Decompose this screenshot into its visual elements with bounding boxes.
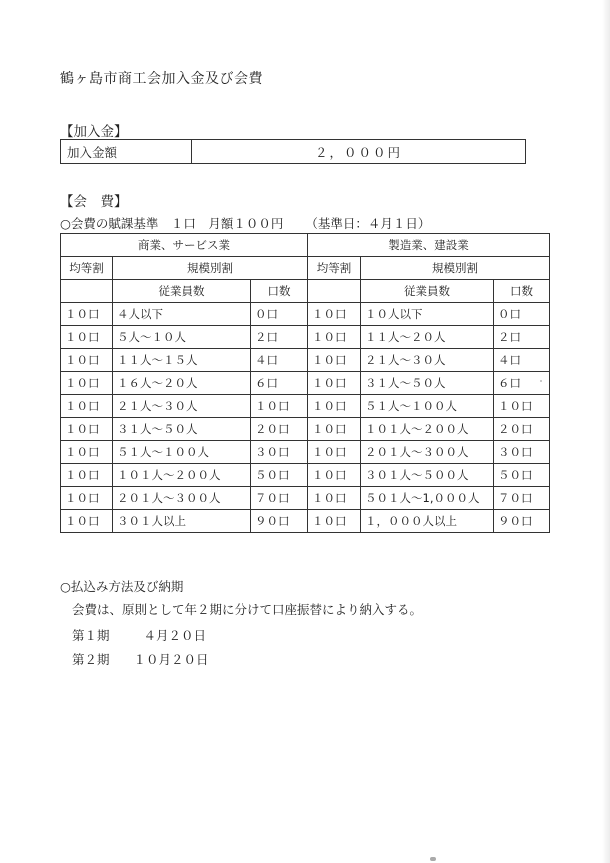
table-row: [61, 395, 550, 418]
manufacturing-flat-cell: １０口: [308, 349, 361, 372]
commerce-units-cell: ５０口: [251, 464, 308, 487]
table-row: [61, 418, 550, 441]
commerce-employees-cell: ４人以下: [113, 303, 251, 326]
manufacturing-flat-cell: １０口: [308, 441, 361, 464]
scale-rate-header: 規模別割: [361, 257, 550, 280]
employees-header: 従業員数: [113, 280, 251, 303]
commerce-flat-cell: １０口: [61, 303, 113, 326]
group-header-manufacturing: 製造業、建設業: [308, 234, 550, 257]
employees-header: 従業員数: [361, 280, 494, 303]
manufacturing-units-cell: ３０口: [494, 441, 550, 464]
manufacturing-units-cell: ５０口: [494, 464, 550, 487]
manufacturing-flat-cell: １０口: [308, 303, 361, 326]
dues-rows: [61, 303, 550, 533]
manufacturing-employees-cell: １０１人～２００人: [361, 418, 494, 441]
commerce-flat-cell: １０口: [61, 326, 113, 349]
dues-basis-text: ○会費の賦課基準 １口 月額１００円: [60, 216, 284, 231]
manufacturing-employees-cell: １，０００人以上: [361, 510, 494, 533]
period-2-date: １０月２０日: [133, 652, 209, 667]
table-row: [61, 372, 550, 395]
table-row: [61, 303, 550, 326]
payment-period-2: [72, 650, 209, 668]
commerce-employees-cell: ２０１人～３００人: [113, 487, 251, 510]
manufacturing-employees-cell: ２０１人～３００人: [361, 441, 494, 464]
scan-speck: [430, 857, 436, 861]
manufacturing-units-cell: ７０口: [494, 487, 550, 510]
join-fee-label: 加入金額: [61, 140, 192, 163]
empty-cell: [308, 280, 361, 303]
commerce-employees-cell: ２１人～３０人: [113, 395, 251, 418]
page-edge-shadow: [602, 0, 610, 863]
manufacturing-flat-cell: １０口: [308, 418, 361, 441]
commerce-units-cell: １０口: [251, 395, 308, 418]
commerce-flat-cell: １０口: [61, 441, 113, 464]
commerce-employees-cell: ５人～１０人: [113, 326, 251, 349]
manufacturing-units-cell: ６口: [494, 372, 550, 395]
manufacturing-units-cell: ９０口: [494, 510, 550, 533]
flat-rate-header: 均等割: [308, 257, 361, 280]
join-fee-amount: ２，０００円: [314, 144, 402, 160]
manufacturing-employees-cell: ３０１人～５００人: [361, 464, 494, 487]
payment-period-1: [72, 626, 206, 644]
commerce-employees-cell: ５１人～１００人: [113, 441, 251, 464]
manufacturing-employees-cell: １０人以下: [361, 303, 494, 326]
manufacturing-flat-cell: １０口: [308, 395, 361, 418]
empty-cell: [61, 280, 113, 303]
commerce-employees-cell: １６人～２０人: [113, 372, 251, 395]
manufacturing-employees-cell: ５１人～１００人: [361, 395, 494, 418]
commerce-units-cell: ７０口: [251, 487, 308, 510]
commerce-flat-cell: １０口: [61, 418, 113, 441]
table-row: [61, 464, 550, 487]
manufacturing-flat-cell: １０口: [308, 464, 361, 487]
manufacturing-units-cell: ０口: [494, 303, 550, 326]
commerce-units-cell: ３０口: [251, 441, 308, 464]
period-1-date: ４月２０日: [143, 628, 207, 643]
table-row: [61, 487, 550, 510]
manufacturing-employees-cell: １１人～２０人: [361, 326, 494, 349]
commerce-flat-cell: １０口: [61, 349, 113, 372]
payment-heading: ○払込み方法及び納期: [60, 579, 184, 594]
table-row: [61, 441, 550, 464]
commerce-units-cell: ６口: [251, 372, 308, 395]
commerce-employees-cell: ３０１人以上: [113, 510, 251, 533]
manufacturing-units-cell: ２０口: [494, 418, 550, 441]
table-row: [61, 349, 550, 372]
period-1-label: 第１期: [72, 628, 110, 643]
manufacturing-flat-cell: １０口: [308, 487, 361, 510]
manufacturing-units-cell: ４口: [494, 349, 550, 372]
commerce-units-cell: ０口: [251, 303, 308, 326]
units-header: 口数: [251, 280, 308, 303]
dues-table: [60, 233, 550, 533]
manufacturing-flat-cell: １０口: [308, 510, 361, 533]
manufacturing-employees-cell: ５０１人～1,０００人: [361, 487, 494, 510]
commerce-flat-cell: １０口: [61, 510, 113, 533]
scale-rate-header: 規模別割: [113, 257, 308, 280]
flat-rate-header: 均等割: [61, 257, 113, 280]
payment-text: 会費は、原則として年２期に分けて口座振替により納入する。: [72, 602, 423, 617]
commerce-flat-cell: １０口: [61, 372, 113, 395]
commerce-units-cell: ９０口: [251, 510, 308, 533]
commerce-employees-cell: ３１人～５０人: [113, 418, 251, 441]
manufacturing-units-cell: ２口: [494, 326, 550, 349]
table-row: [61, 326, 550, 349]
commerce-units-cell: ２０口: [251, 418, 308, 441]
dues-basis: [60, 214, 430, 232]
period-2-label: 第２期: [72, 652, 110, 667]
commerce-employees-cell: １０１人～２００人: [113, 464, 251, 487]
dues-basis-date: （基準日：４月１日）: [305, 216, 431, 231]
join-fee-heading: 【加入金】: [60, 124, 128, 140]
manufacturing-employees-cell: ２１人～３０人: [361, 349, 494, 372]
commerce-units-cell: ４口: [251, 349, 308, 372]
dues-heading: 【会 費】: [60, 194, 128, 210]
commerce-units-cell: ２口: [251, 326, 308, 349]
commerce-employees-cell: １１人～１５人: [113, 349, 251, 372]
table-row: [61, 510, 550, 533]
commerce-flat-cell: １０口: [61, 487, 113, 510]
commerce-flat-cell: １０口: [61, 395, 113, 418]
join-fee-table: [60, 139, 526, 164]
manufacturing-flat-cell: １０口: [308, 326, 361, 349]
manufacturing-employees-cell: ３１人～５０人: [361, 372, 494, 395]
group-header-commerce: 商業、サービス業: [61, 234, 308, 257]
units-header: 口数: [494, 280, 550, 303]
document-title: 鶴ヶ島市商工会加入金及び会費: [60, 71, 263, 87]
manufacturing-flat-cell: １０口: [308, 372, 361, 395]
manufacturing-units-cell: １０口: [494, 395, 550, 418]
commerce-flat-cell: １０口: [61, 464, 113, 487]
